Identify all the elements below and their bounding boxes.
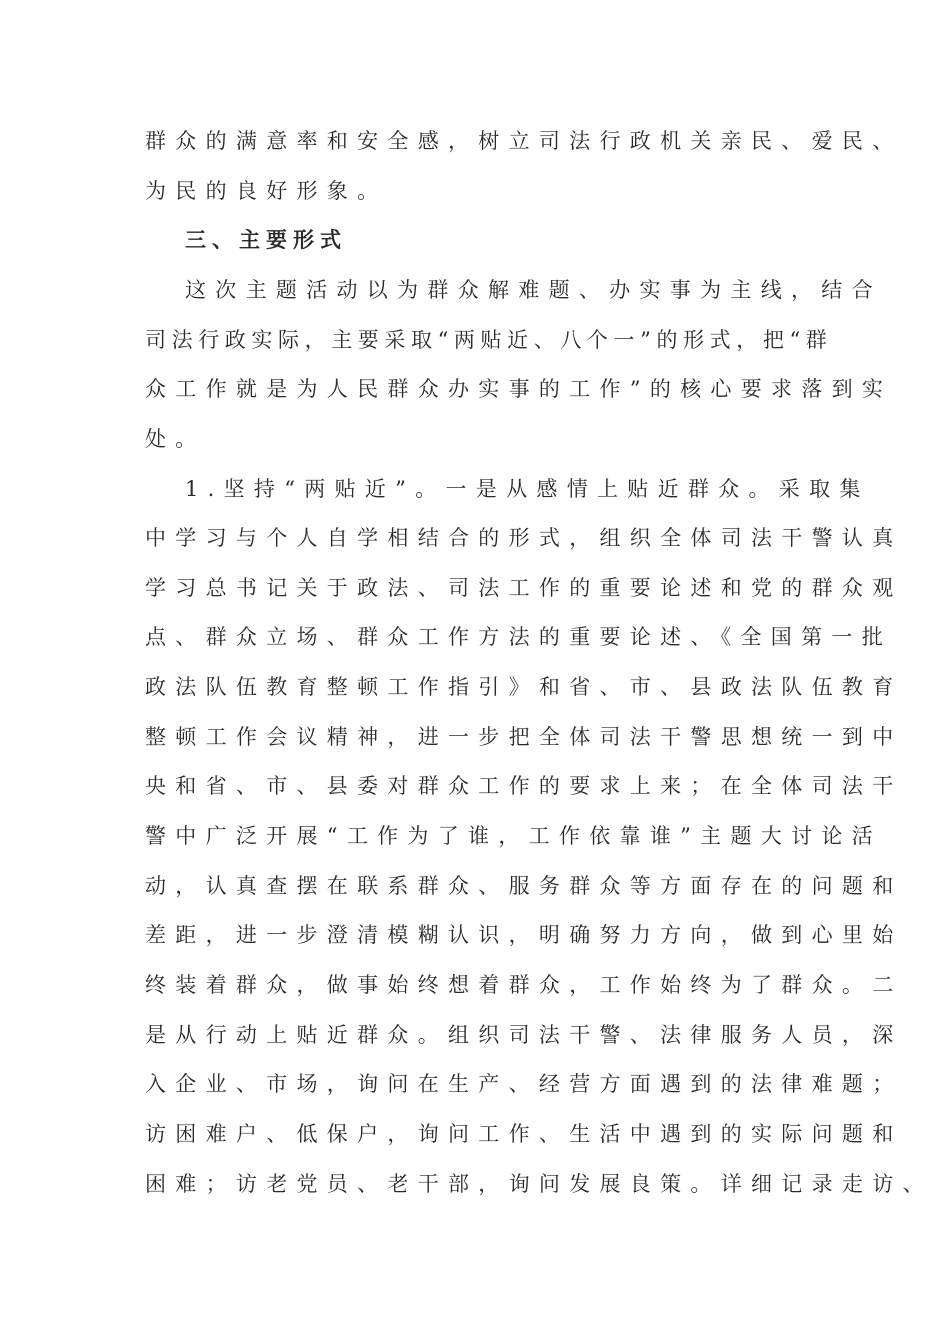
body-text-line: 央和省、市、县委对群众工作的要求上来；在全体司法干 [145,774,903,798]
body-text-line: 司法行政实际，主要采取“两贴近、八个一”的形式，把“群 [145,328,833,352]
body-text-line: 终装着群众，做事始终想着群众，工作始终为了群众。二 [145,973,903,997]
body-text-line: 中学习与个人自学相结合的形式，组织全体司法干警认真 [145,526,903,550]
body-text-line: 众工作就是为人民群众办实事的工作”的核心要求落到实 [145,377,893,401]
body-text-line: 访困难户、低保户，询问工作、生活中遇到的实际问题和 [145,1122,903,1146]
body-text-line: 入企业、市场，询问在生产、经营方面遇到的法律难题； [145,1072,903,1096]
body-text-line: 处。 [145,427,206,451]
body-text-line: 这次主题活动以为群众解难题、办实事为主线，结合 [185,278,882,302]
body-text-line: 警中广泛开展“工作为了谁，工作依靠谁”主题大讨论活 [145,824,882,848]
body-text-line: 学习总书记关于政法、司法工作的重要论述和党的群众观 [145,576,903,600]
body-text-line: 政法队伍教育整顿工作指引》和省、市、县政法队伍教育 [145,675,903,699]
body-text-line: 群众的满意率和安全感，树立司法行政机关亲民、爱民、 [145,129,903,153]
body-text-line: 动，认真查摆在联系群众、服务群众等方面存在的问题和 [145,874,903,898]
body-text-line: 困难；访老党员、老干部，询问发展良策。详细记录走访、 [145,1172,933,1196]
body-text-line: 整顿工作会议精神，进一步把全体司法干警思想统一到中 [145,725,903,749]
body-text-line: 差距，进一步澄清模糊认识，明确努力方向，做到心里始 [145,923,903,947]
body-text-line: 点、群众立场、群众工作方法的重要论述、《全国第一批 [145,625,892,649]
body-text-line: 为民的良好形象。 [145,179,388,203]
body-text-line: 1.坚持“两贴近”。一是从感情上贴近群众。采取集 [185,477,870,501]
body-text-line: 是从行动上贴近群众。组织司法干警、法律服务人员，深 [145,1023,903,1047]
section-heading: 三、主要形式 [185,228,347,252]
